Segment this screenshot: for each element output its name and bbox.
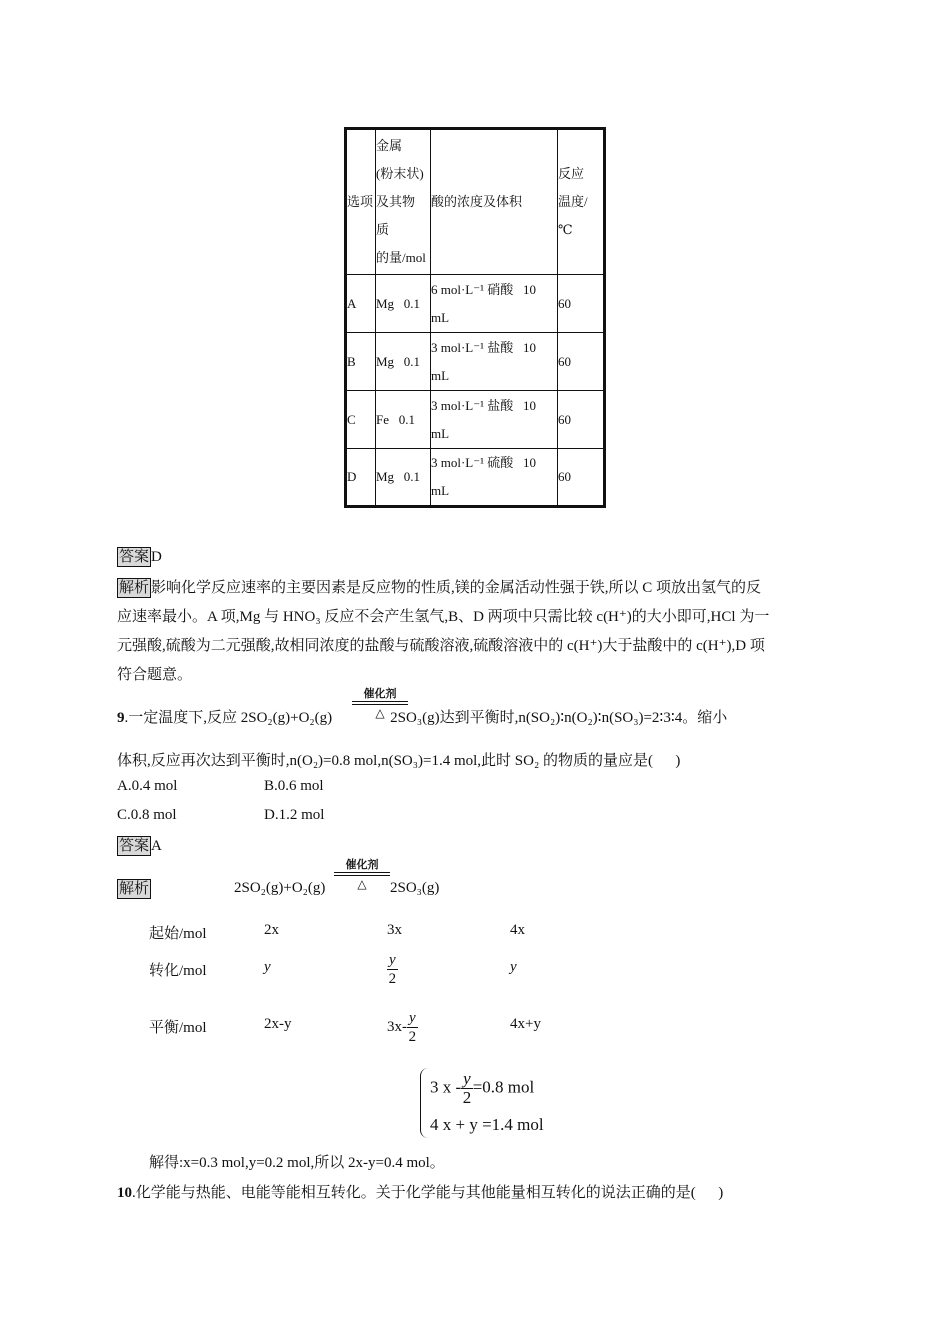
- q9-stem-line-2: 体积,反应再次达到平衡时,n(O₂)=0.8 mol,n(SO₃)=1.4 mol,此时 SO₂ 的物质的量应是( ): [117, 753, 681, 769]
- answer-tag: 答案: [119, 838, 150, 854]
- q10-stem: 10.化学能与热能、电能等能相互转化。关于化学能与其他能量相互转化的说法正确的是( ): [117, 1185, 724, 1201]
- ice-label-change: 转化/mol: [149, 963, 207, 979]
- ice-equilibrium-expr: 3x- $\frac{y}{2}$: [387, 1010, 417, 1045]
- q10-number: 10: [117, 1185, 132, 1201]
- analysis-tag: 解析: [119, 881, 150, 897]
- q9-option-d: D.1.2 mol: [264, 807, 325, 823]
- q9-option-c: C.0.8 mol: [117, 807, 177, 823]
- answer-tag: 答案: [119, 549, 150, 565]
- options-table: [344, 127, 606, 508]
- equilibrium-arrow-icon: [352, 701, 408, 705]
- ice-label-initial: 起始/mol: [149, 926, 207, 942]
- q9-equation-right: 2SO₃(g): [390, 880, 440, 896]
- analysis-tag: 解析: [119, 580, 150, 596]
- q9-analysis-reaction-arrow: 催化剂 △: [334, 859, 390, 891]
- q9-analysis-tag-line: [117, 879, 151, 899]
- q9-answer: 答案 A: [119, 838, 162, 854]
- header-metal: 金属 (粉末状) 及其物 质 的量/mol: [376, 129, 431, 275]
- equilibrium-arrow-icon: [334, 872, 390, 876]
- system-eq2: 4 x + y =1.4 mol: [430, 1115, 544, 1134]
- table-row: B Mg 0.1 3 mol·L⁻¹ 盐酸 10 mL 60: [346, 333, 605, 391]
- table-row: A Mg 0.1 6 mol·L⁻¹ 硝酸 10 mL 60: [346, 275, 605, 333]
- q8-analysis-line-4: 符合题意。: [117, 667, 193, 683]
- q9-stem-line-1: 9.一定温度下,反应 2SO₂(g)+O₂(g) 2SO₃(g)达到平衡时,n(SO₂)∶n(O₂)∶n(SO₃)=2∶3∶4。缩小: [117, 710, 728, 726]
- q9-equation-left: 2SO₂(g)+O₂(g): [234, 880, 326, 896]
- q8-analysis-line-3: 元强酸,硫酸为二元强酸,故相同浓度的盐酸与硫酸溶液,硫酸溶液中的 c(H⁺)大于盐酸中的 c(H⁺),D 项: [117, 638, 765, 654]
- ice-label-equilibrium: 平衡/mol: [149, 1020, 207, 1036]
- table-row: C Fe 0.1 3 mol·L⁻¹ 盐酸 10 mL 60: [346, 391, 605, 449]
- q9-number: 9: [117, 710, 125, 726]
- system-eq1: 3 x - $\frac{y}{2}$ =0.8 mol: [430, 1069, 535, 1107]
- q8-answer: 答案 D: [119, 549, 162, 565]
- q8-analysis-line-1: 解析 影响化学反应速率的主要因素是反应物的性质,镁的金属活动性强于铁,所以 C 项放出氢气的反: [119, 580, 762, 596]
- header-temp: 反应 温度/ ℃: [558, 129, 605, 275]
- q9-option-b: B.0.6 mol: [264, 778, 324, 794]
- q8-analysis-line-2: 应速率最小。A 项,Mg 与 HNO₃ 反应不会产生氢气,B、D 两项中只需比较 c(H⁺)的大小即可,HCl 为一: [117, 609, 770, 625]
- q9-option-a: A.0.4 mol: [117, 778, 178, 794]
- q9-solution: 解得:x=0.3 mol,y=0.2 mol,所以 2x-y=0.4 mol。: [149, 1155, 445, 1171]
- table-row: D Mg 0.1 3 mol·L⁻¹ 硫酸 10 mL 60: [346, 449, 605, 507]
- header-acid: 酸的浓度及体积: [431, 129, 558, 275]
- q9-reaction-arrow: 催化剂 △: [352, 688, 408, 720]
- ice-change-fraction: $\frac{y}{2}$: [388, 952, 397, 987]
- header-option: 选项: [346, 129, 376, 275]
- table-header-row: [346, 129, 605, 275]
